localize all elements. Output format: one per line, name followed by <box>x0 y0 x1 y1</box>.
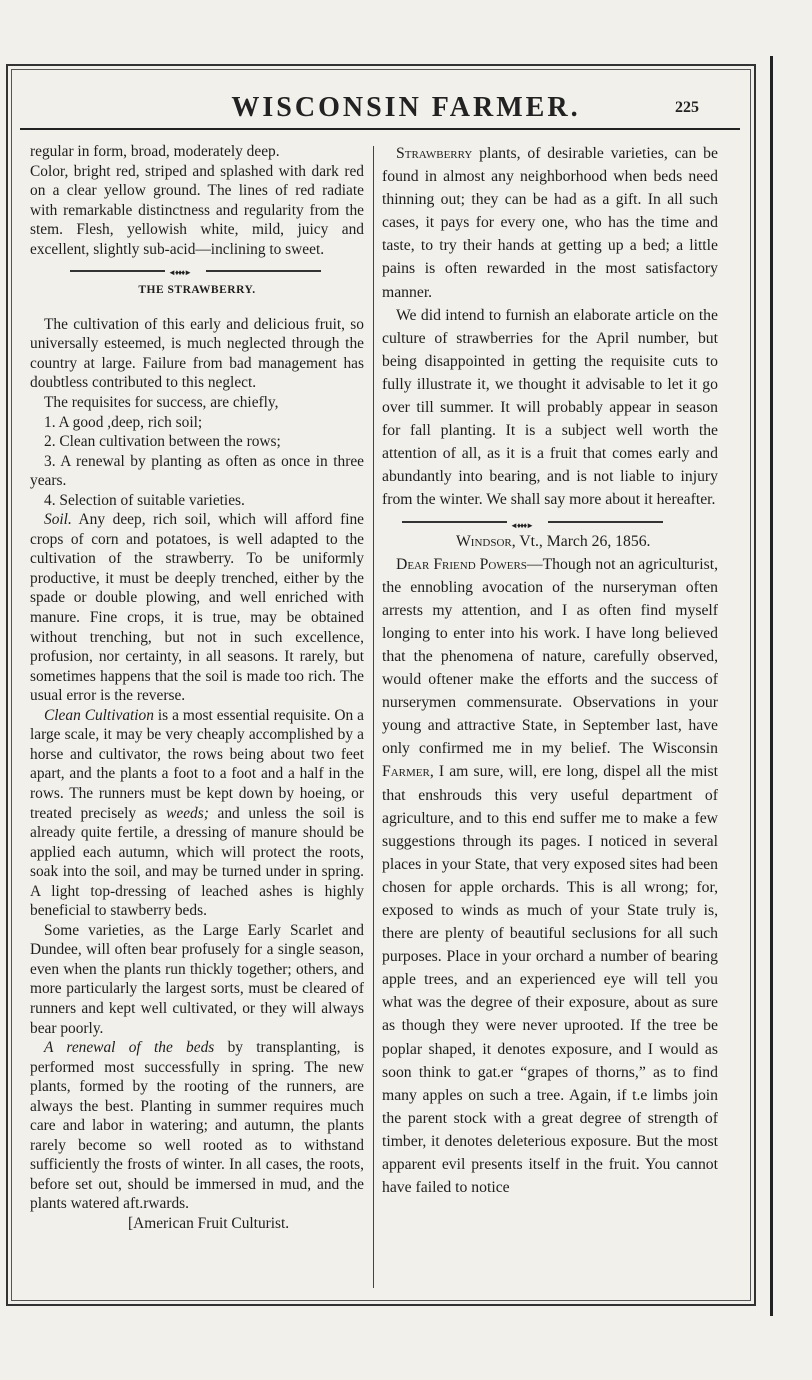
section-ornament: ◄♦♦♦► <box>382 516 718 528</box>
paragraph-renewal: A renewal of the beds by transplanting, is performed most successfully in spring. The new plants, formed by the rooting of the runners, are always the best. Planting in summer requires much care and labor in watering; and autumn, the plants rarely become so well rooted as to withstand sufficiently the frosts of winter. In all cases, the roots, before set out, should be immersed in mud, and the plants watered aft.rwards. <box>30 1039 365 1213</box>
letter-body: Dear Friend Powers—Though not an agriculturist, the ennobling avocation of the nurseryman often arrests my attention, and I as often find myself longing to enter into his work. I have long believed that the phenomena of nature, carefully observed, would oftener make the efforts and the success of nurserymen commensurate. Observations in your young and attractive State, in September last, have only confirmed me in my belief. The Wisconsin Farmer, I am sure, will, ere long, dispel all the mist that enshrouds this very useful department of agriculture, and to this end suffer me to make a few suggestions through its pages. I noticed in several places in your State, that very exposed sites had been chosen for apple orchards. This is all wrong; for, exposed to winds as much of your State truly is, there are plenty of beautiful seclusions for all such purposes. Place in your orchard a number of bearing apple trees, and an experienced eye will tell you what was the degree of their exposure, about as sure as though they were never uprooted. If the tree be poplar shaped, it denotes exposure, and I would as soon think to gat.er “grapes of thorns,” as to find many apples on such a tree. Again, if t.e limbs join the parent stock with a great degree of strength of timber, it denotes deleterious exposure. But the most apparent evil presents itself in the fruit. You cannot have failed to notice <box>382 555 718 1197</box>
page-edge <box>770 56 773 1316</box>
paragraph: We did intend to furnish an elaborate article on the culture of strawberries for the April number, but being disappointed in getting the requisite cuts to fully illustrate it, we thought it advisable to let it go over till summer. It will probably appear in season for fall planting. It is a subject well worth the attention of all, as it is a fruit that comes early and abundantly into bearing, and is not liable to injury from the winter. We shall say more about it hereafter. <box>382 306 718 509</box>
list-item: 2. Clean cultivation between the rows; <box>44 433 281 451</box>
page-number: 225 <box>675 99 699 116</box>
list-item: 4. Selection of suitable varieties. <box>44 491 245 509</box>
section-title: THE STRAWBERRY. <box>138 284 256 297</box>
letter-dateline: Windsor, Vt., March 26, 1856. <box>456 532 651 550</box>
continued-text: Color, bright red, striped and splashed with dark red on a clear yellow ground. The lines of red radiate with remarkable distinctness and regularity from the stem. Flesh, yellowish white, mild, juicy and excellent, slightly sub-acid—inclining to sweet. <box>30 162 364 258</box>
column-divider <box>373 146 374 1288</box>
list-item: 1. A good ,deep, rich soil; <box>44 413 203 431</box>
page-header-title: WISCONSIN FARMER. <box>231 92 581 123</box>
section-ornament: ◄♦♦♦► <box>30 265 364 277</box>
list-item: 3. A renewal by planting as often as once in three years. <box>30 452 364 490</box>
paragraph-clean-cultivation: Clean Cultivation is a most essential requisite. On a large scale, it may be very cheaply accomplished by a horse and cultivator, the rows being about two feet apart, and the plants a foot to a foot and a half in the rows. The runners must be kept down by hoeing, or treated precisely as weeds; and unless the soil is already quite fertile, a dressing of manure should be applied each autumn, which will protect the roots, soak into the soil, and may be turned under in spring. A light top-dressing of leached ashes is highly beneficial to stawberry beds. <box>30 706 365 920</box>
paragraph: The cultivation of this early and delicious fruit, so universally esteemed, is much neglected through the country at large. Failure from bad management has doubtless contributed to this neglect. <box>30 315 364 392</box>
paragraph: Strawberry plants, of desirable varieties, can be found in almost any neighborhood when beds need thinning out; they can be had as a gift. In all such cases, it pays for every one, who has the time and taste, to try their hands at getting up a bed; a little pains is often rewarded in the most satisfactory manner. <box>382 145 718 301</box>
run-in-heading: Soil. <box>44 511 72 529</box>
source-attribution: [American Fruit Culturist. <box>128 1214 290 1232</box>
right-column <box>382 142 718 1199</box>
run-in-heading: A renewal of the beds <box>44 1039 215 1057</box>
run-in-heading: Clean Cultivation <box>44 706 154 724</box>
paragraph-soil: Soil. Any deep, rich soil, which will afford fine crops of corn and potatoes, is well adapted to the cultivation of the strawberry. To be uniformly productive, it must be deeply trenched, either by the spade or double plowing, and well enriched with manure. Fine crops, it is true, may be obtained without trenching, but not in such excellence, profusion, nor certainty, in all seasons. It rarely, but sometimes happens that the soil is made too rich. The usual error is the reverse. <box>30 511 364 705</box>
left-column <box>30 142 364 1234</box>
letter-salutation: Dear Friend Powers <box>396 555 527 573</box>
continued-text-line: regular in form, broad, moderately deep. <box>30 143 280 160</box>
header-rule <box>20 128 740 130</box>
paragraph: Some varieties, as the Large Early Scarlet and Dundee, will often bear profusely for a single season, even when the plants run thickly together; others, and more particularly the largest sorts, must be cleared of runners and kept well cultivated, or they will always bear poorly. <box>30 921 364 1037</box>
paragraph: The requisites for success, are chiefly, <box>44 394 279 412</box>
